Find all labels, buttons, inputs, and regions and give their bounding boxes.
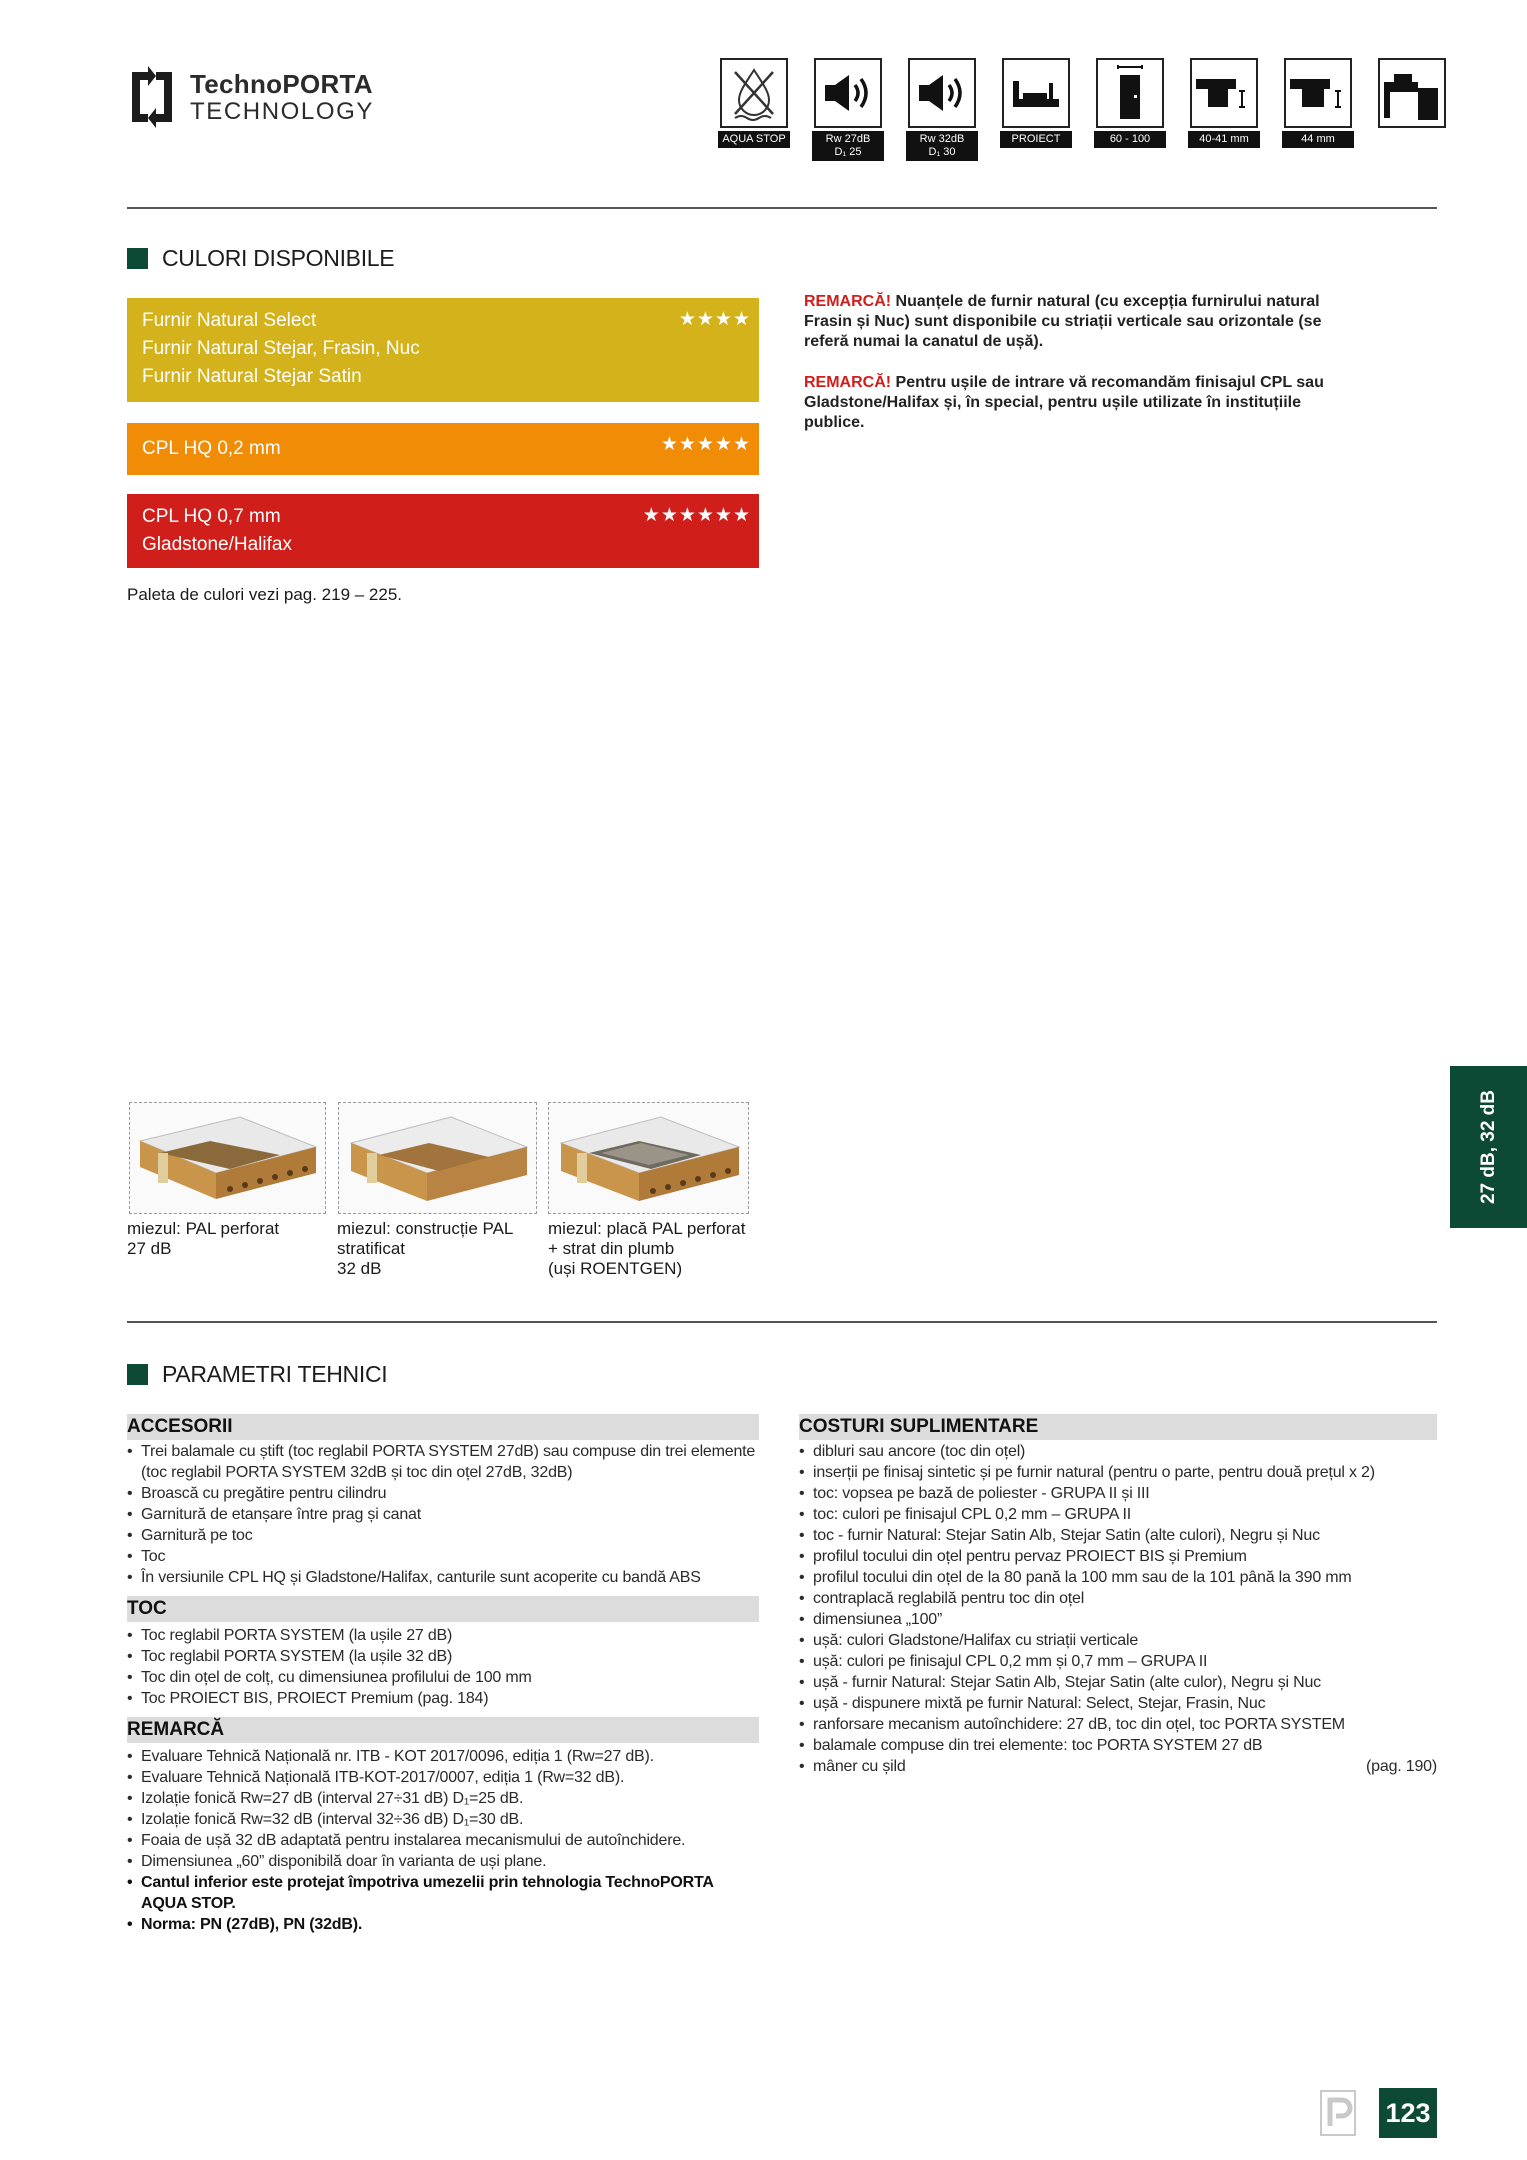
list-item: • toc: culori pe finisajul CPL 0,2 mm – GRUPA II xyxy=(799,1504,1437,1525)
feature-label: Rw 32dB xyxy=(919,133,965,145)
list-item: • Garnitură de etanșare între prag și canat xyxy=(127,1504,759,1525)
list-item: • Evaluare Tehnică Națională nr. ITB - KOT 2017/0096, ediția 1 (Rw=27 dB). xyxy=(127,1746,759,1767)
core-image-pal-perforat xyxy=(129,1102,326,1214)
list-item-text: mâner cu șild xyxy=(813,1758,906,1775)
list-item: • Foaia de ușă 32 dB adaptată pentru instalarea mecanismului de autoînchidere. xyxy=(127,1830,759,1851)
aqua-stop-icon xyxy=(727,64,781,122)
core-caption-3 xyxy=(548,1219,758,1279)
feature-rw32 xyxy=(906,58,978,161)
params-right-column xyxy=(799,1414,1437,1777)
feature-aqua-stop xyxy=(718,58,790,161)
feature-frame-profile xyxy=(1376,58,1448,161)
remarca-header: REMARCĂ xyxy=(127,1717,759,1743)
list-item: • ușă - furnir Natural: Stejar Satin Alb, Stejar Satin (alte culor), Negru și Nuc xyxy=(799,1672,1437,1693)
side-tab xyxy=(1450,1066,1527,1228)
rating-stars: ★★★★★★ xyxy=(642,505,751,526)
list-item: • contraplacă reglabilă pentru toc din oțel xyxy=(799,1588,1437,1609)
list-item: • profilul tocului din oțel de la 80 pană la 100 mm sau de la 101 până la 390 mm xyxy=(799,1567,1437,1588)
core-image-pal-plumb xyxy=(548,1102,749,1214)
caption-line: + strat din plumb xyxy=(548,1239,675,1258)
side-tab-label: 27 dB, 32 dB xyxy=(1477,1089,1499,1205)
color-band-cpl07 xyxy=(127,494,759,568)
color-band-line: CPL HQ 0,7 mm xyxy=(142,506,281,527)
section-square-icon xyxy=(127,248,148,269)
toc-list xyxy=(127,1625,759,1709)
feature-width xyxy=(1094,58,1166,161)
feature-rw27 xyxy=(812,58,884,161)
list-item: • Izolație fonică Rw=32 dB (interval 32÷36 dB) D₁=30 dB. xyxy=(127,1809,759,1830)
brand-subtitle: TECHNOLOGY xyxy=(190,97,375,125)
speaker-32db-icon xyxy=(915,71,969,115)
list-item: • profilul tocului din oțel pentru pervaz PROIECT BIS și Premium xyxy=(799,1546,1437,1567)
technoporta-logo-icon xyxy=(124,64,180,130)
colors-section-header xyxy=(127,245,394,272)
color-band-cpl02 xyxy=(127,423,759,475)
list-item: • dibluri sau ancore (toc din oțel) xyxy=(799,1441,1437,1462)
list-item: • ranforsare mecanism autoînchidere: 27 dB, toc din oțel, toc PORTA SYSTEM xyxy=(799,1714,1437,1735)
color-band-line: Furnir Natural Select xyxy=(142,310,317,331)
list-item: • În versiunile CPL HQ și Gladstone/Halifax, canturile sunt acoperite cu bandă ABS xyxy=(127,1567,759,1588)
page-reference: (pag. 190) xyxy=(1366,1758,1437,1775)
feature-label: 44 mm xyxy=(1301,133,1335,145)
brand-name: TechnoPORTA xyxy=(190,68,373,99)
list-item: • Trei balamale cu știft (toc reglabil PORTA SYSTEM 27dB) sau compuse din trei elemente (toc reglabil PORTA SYSTEM 32dB și toc din oțel 27dB, 32dB) xyxy=(127,1441,759,1483)
list-item: • Toc reglabil PORTA SYSTEM (la ușile 27 dB) xyxy=(127,1625,759,1646)
color-band-furnir xyxy=(127,298,759,402)
caption-line: miezul: construcție PAL xyxy=(337,1219,514,1238)
colors-section-title: CULORI DISPONIBILE xyxy=(162,245,395,271)
color-band-line: Furnir Natural Stejar Satin xyxy=(142,366,362,387)
caption-line: stratificat xyxy=(337,1239,406,1258)
params-left-column xyxy=(127,1414,759,1935)
feature-sublabel: D₁ 30 xyxy=(928,146,956,158)
color-band-line: CPL HQ 0,2 mm xyxy=(142,438,281,459)
remarca-list xyxy=(127,1746,759,1935)
frame-profile-icon xyxy=(1382,64,1442,122)
list-item: • ușă: culori pe finisajul CPL 0,2 mm și 0,7 mm – GRUPA II xyxy=(799,1651,1437,1672)
feature-label: 40-41 mm xyxy=(1199,133,1249,145)
thickness-44-icon xyxy=(1288,73,1348,113)
porta-p-icon xyxy=(1320,2090,1356,2136)
feature-label: Rw 27dB xyxy=(825,133,871,145)
accesorii-list xyxy=(127,1441,759,1588)
feature-thickness-44 xyxy=(1282,58,1354,161)
feature-label: PROIECT xyxy=(1011,133,1061,145)
list-item: • dimensiunea „100” xyxy=(799,1609,1437,1630)
thickness-40-icon xyxy=(1194,73,1254,113)
door-width-icon xyxy=(1110,63,1150,123)
section-square-icon xyxy=(127,1364,148,1385)
feature-proiect xyxy=(1000,58,1072,161)
caption-line: 27 dB xyxy=(127,1239,172,1258)
divider-top xyxy=(127,207,1437,209)
list-item: • Evaluare Tehnică Națională ITB-KOT-2017/0007, ediția 1 (Rw=32 dB). xyxy=(127,1767,759,1788)
caption-line: miezul: PAL perforat xyxy=(127,1219,280,1238)
brand-logo xyxy=(124,64,374,130)
list-item: • Dimensiunea „60” disponibilă doar în varianta de uși plane. xyxy=(127,1851,759,1872)
list-item: • Norma: PN (27dB), PN (32dB). xyxy=(127,1914,759,1935)
list-item: • Izolație fonică Rw=27 dB (interval 27÷31 dB) D₁=25 dB. xyxy=(127,1788,759,1809)
list-item: • Toc xyxy=(127,1546,759,1567)
params-section-title: PARAMETRI TEHNICI xyxy=(162,1361,388,1387)
palette-note: Paleta de culori vezi pag. 219 – 225. xyxy=(127,585,403,604)
list-item: • Broască cu pregătire pentru cilindru xyxy=(127,1483,759,1504)
core-caption-1 xyxy=(127,1219,327,1259)
remark-text: Nuanțele de furnir natural (cu excepția furnirului natural Frasin și Nuc) sunt disponibile cu striații verticale sau orizontale (se referă numai la canatul de ușă). xyxy=(804,293,1322,350)
feature-icons xyxy=(718,58,1448,161)
list-item: • Cantul inferior este protejat împotriva umezelii prin tehnologia TechnoPORTA AQUA STOP. xyxy=(127,1872,759,1914)
door-core-perforated-image xyxy=(130,1103,325,1213)
caption-line: 32 dB xyxy=(337,1259,382,1278)
remark-label: REMARCĂ! xyxy=(804,374,892,391)
core-caption-2 xyxy=(337,1219,542,1279)
costuri-list xyxy=(799,1441,1437,1777)
frame-proiect-icon xyxy=(1009,73,1063,113)
rating-stars: ★★★★★ xyxy=(660,434,751,455)
list-item: • inserții pe finisaj sintetic și pe furnir natural (pentru o parte, pentru două prețul x 2) xyxy=(799,1462,1437,1483)
core-image-pal-stratificat xyxy=(338,1102,537,1214)
door-core-layered-image xyxy=(339,1103,536,1213)
feature-sublabel: D₁ 25 xyxy=(834,146,862,158)
toc-header: TOC xyxy=(127,1596,759,1622)
list-item: • toc - furnir Natural: Stejar Satin Alb, Stejar Satin (alte culori), Negru și Nuc xyxy=(799,1525,1437,1546)
caption-line: miezul: placă PAL perforat xyxy=(548,1219,746,1238)
accesorii-header: ACCESORII xyxy=(127,1414,759,1440)
params-section-header xyxy=(127,1361,387,1388)
speaker-27db-icon xyxy=(821,71,875,115)
caption-line: (uși ROENTGEN) xyxy=(548,1259,683,1278)
remark-2 xyxy=(804,373,1344,433)
list-item: • Toc reglabil PORTA SYSTEM (la ușile 32 dB) xyxy=(127,1646,759,1667)
feature-thickness-40 xyxy=(1188,58,1260,161)
list-item: • ușă: culori Gladstone/Halifax cu striații verticale xyxy=(799,1630,1437,1651)
costuri-header: COSTURI SUPLIMENTARE xyxy=(799,1414,1437,1440)
list-item: • toc: vopsea pe bază de poliester - GRUPA II și III xyxy=(799,1483,1437,1504)
color-band-line: Furnir Natural Stejar, Frasin, Nuc xyxy=(142,338,420,359)
feature-label: 60 - 100 xyxy=(1109,133,1151,145)
list-item: • Garnitură pe toc xyxy=(127,1525,759,1546)
list-item: • Toc din oțel de colț, cu dimensiunea profilului de 100 mm xyxy=(127,1667,759,1688)
door-core-lead-image xyxy=(549,1103,748,1213)
color-band-line: Gladstone/Halifax xyxy=(142,534,292,555)
remark-1 xyxy=(804,292,1344,352)
list-item: • Toc PROIECT BIS, PROIECT Premium (pag. 184) xyxy=(127,1688,759,1709)
list-item: • balamale compuse din trei elemente: toc PORTA SYSTEM 27 dB xyxy=(799,1735,1437,1756)
divider-middle xyxy=(127,1321,1437,1323)
page-number: 123 xyxy=(1379,2088,1437,2138)
list-item: • ușă - dispunere mixtă pe furnir Natural: Select, Stejar, Frasin, Nuc xyxy=(799,1693,1437,1714)
list-item xyxy=(799,1756,1437,1777)
feature-label: AQUA STOP xyxy=(722,133,786,145)
remark-text: Pentru ușile de intrare vă recomandăm finisajul CPL sau Gladstone/Halifax și, în special, pentru ușile utilizate în instituțiile publice. xyxy=(804,374,1324,431)
remark-label: REMARCĂ! xyxy=(804,293,892,310)
rating-stars: ★★★★ xyxy=(678,309,751,330)
